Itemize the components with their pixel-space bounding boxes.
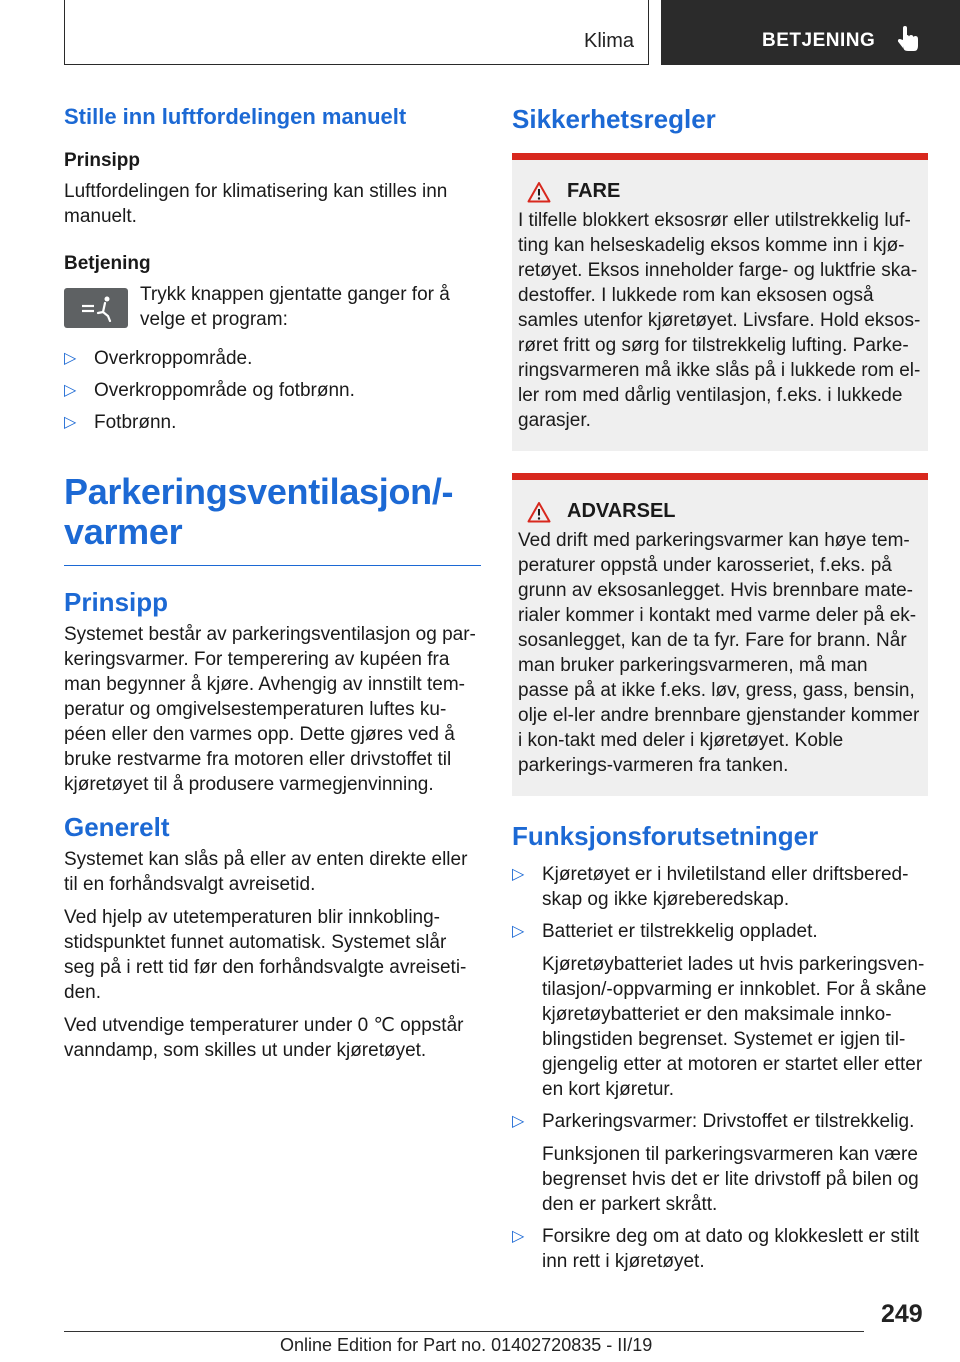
- section-title-air-distribution: Stille inn luftfordelingen manuelt: [64, 104, 407, 129]
- prinsipp-text: Luftfordelingen for klimatisering kan stilles inn manuelt.: [64, 181, 448, 227]
- requirements-title: Funksjonsforutsetninger: [512, 821, 819, 851]
- list-item: ▷ Forsikre deg om at dato og klokkeslett er stilt inn rett i kjøretøyet.: [512, 1226, 919, 1272]
- air-distribution-button: [64, 288, 128, 328]
- bullet-triangle-icon: ▷: [512, 923, 525, 940]
- bullet-triangle-icon: ▷: [512, 1228, 525, 1245]
- warning-label-danger: FARE: [567, 180, 621, 202]
- bullet-triangle-icon: ▷: [64, 414, 77, 431]
- header-chapter-box: [661, 0, 960, 65]
- safety-rules-title: Sikkerhetsregler: [512, 104, 716, 134]
- warning-text-caution: Ved drift med parkeringsvarmer kan høye tem‐peraturer oppstå under karosseriet, f.eks. på grunn av eksosanlegget. Hvis brennbare mate‐rialer kommer i kontakt med varme deler på ek‐sosanlegget, kan de ta fyr. Fare for brann. Når man bruker parkeringsvarmeren, må man passe på at ikke f.eks. løv, gress, gass, bensin, olje el‐ler andre brennbare gjenstander kommer i kon‐takt med deler i kjøretøyet. Koble parkerings‐varmeren fra tanken.: [518, 530, 920, 776]
- heading-prinsipp: Prinsipp: [64, 150, 141, 171]
- heading-generelt: Generelt: [64, 812, 170, 842]
- list-item: ▷ Batteriet er tilstrekkelig oppladet. Kjøretøybatteriet lades ut hvis parkeringsven‐tilasjon/-oppvarming er innkoblet. For å skåne kjøretøybatteriet er den maksimale innko‐blingstiden begrenset. Systemet er igjen til‐gjengelig etter at motoren er startet eller etter en kort kjøretur.: [512, 921, 927, 1100]
- program-list: [64, 346, 481, 435]
- page-number: 249: [881, 1300, 923, 1328]
- bullet-triangle-icon: ▷: [512, 866, 525, 883]
- header-section-title: Klima: [583, 30, 634, 52]
- bullet-triangle-icon: ▷: [64, 350, 77, 367]
- heading-betjening: Betjening: [64, 253, 151, 274]
- operation-row: [64, 282, 481, 332]
- pointing-hand-icon: [893, 24, 923, 54]
- requirements-list: [512, 862, 928, 1274]
- list-item: ▷ Overkroppområde.: [64, 348, 253, 369]
- warning-box-caution: [512, 473, 928, 796]
- header-section-box: [64, 0, 649, 65]
- bullet-triangle-icon: ▷: [64, 382, 77, 399]
- list-item: ▷ Kjøretøyet er i hviletilstand eller driftsbered‐skap og ikke kjøreberedskap.: [512, 864, 909, 910]
- list-item: ▷ Fotbrønn.: [64, 412, 177, 433]
- header-chapter-title: BETJENING: [762, 30, 876, 51]
- bullet-triangle-icon: ▷: [512, 1113, 525, 1130]
- prinsipp-2-text: Systemet består av parkeringsventilasjon og par‐keringsvarmer. For temperering av kupéen fra man begynner å kjøre. Avhengig av innstilt tem‐peratur og omgivelsestemperaturen luftes ku‐péen eller den varmes opp. Dette gjøres ved å bruke restvarme fra motoren eller drivstoffet til kjøretøyet til å produsere varmegjenvinning.: [64, 624, 476, 795]
- generelt-text-1: Systemet kan slås på eller av enten direkte eller til en forhåndsvalgt avreisetid.: [64, 849, 468, 895]
- chapter-title-parking-heater: Parkeringsventilasjon/‐ varmer: [64, 471, 454, 552]
- heading-prinsipp-2: Prinsipp: [64, 587, 169, 617]
- warning-label-caution: ADVARSEL: [567, 500, 676, 522]
- betjening-text: Trykk knappen gjentatte ganger for å velge et program:: [140, 284, 450, 330]
- warning-triangle-icon: [527, 501, 551, 523]
- list-item: ▷ Overkroppområde og fotbrønn.: [64, 380, 355, 401]
- list-item: ▷ Parkeringsvarmer: Drivstoffet er tilstrekkelig. Funksjonen til parkeringsvarmeren kan være begrenset hvis det er lite drivstoff på bilen og den er parkert skrått.: [512, 1111, 919, 1215]
- warning-text-danger: I tilfelle blokkert eksosrør eller utilstrekkelig luf‐ting kan helseskadelig eksos komme inn i kjø‐retøyet. Eksos inneholder farge- og luktfrie ska‐destoffer. I lukkede rom kan eksosen også samles utenfor kjøretøyet. Livsfare. Hold eksos‐røret fritt og sørg for tilstrekkelig lufting. Parke‐ringsvarmeren må ikke slås på i lukkede rom el‐ler rom med dårlig ventilasjon, f.eks. i lukkede garasjer.: [518, 210, 921, 431]
- warning-triangle-icon: [527, 181, 551, 203]
- warning-box-danger: [512, 153, 928, 451]
- generelt-text-3: Ved utvendige temperaturer under 0 ℃ oppstår vanndamp, som skilles ut under kjøretøyet.: [64, 1015, 464, 1061]
- title-divider: [64, 565, 481, 566]
- footer-edition: Online Edition for Part no. 01402720835 - II/19: [280, 1335, 653, 1355]
- left-column: [64, 100, 481, 1071]
- generelt-text-2: Ved hjelp av utetemperaturen blir innkobling‐stidspunktet funnet automatisk. Systemet slår seg på i rett tid før den forhåndsvalgte avreiseti‐den.: [64, 907, 467, 1003]
- right-column: [512, 100, 928, 1281]
- air-distribution-icon: [74, 294, 118, 322]
- footer-divider: [64, 1331, 864, 1332]
